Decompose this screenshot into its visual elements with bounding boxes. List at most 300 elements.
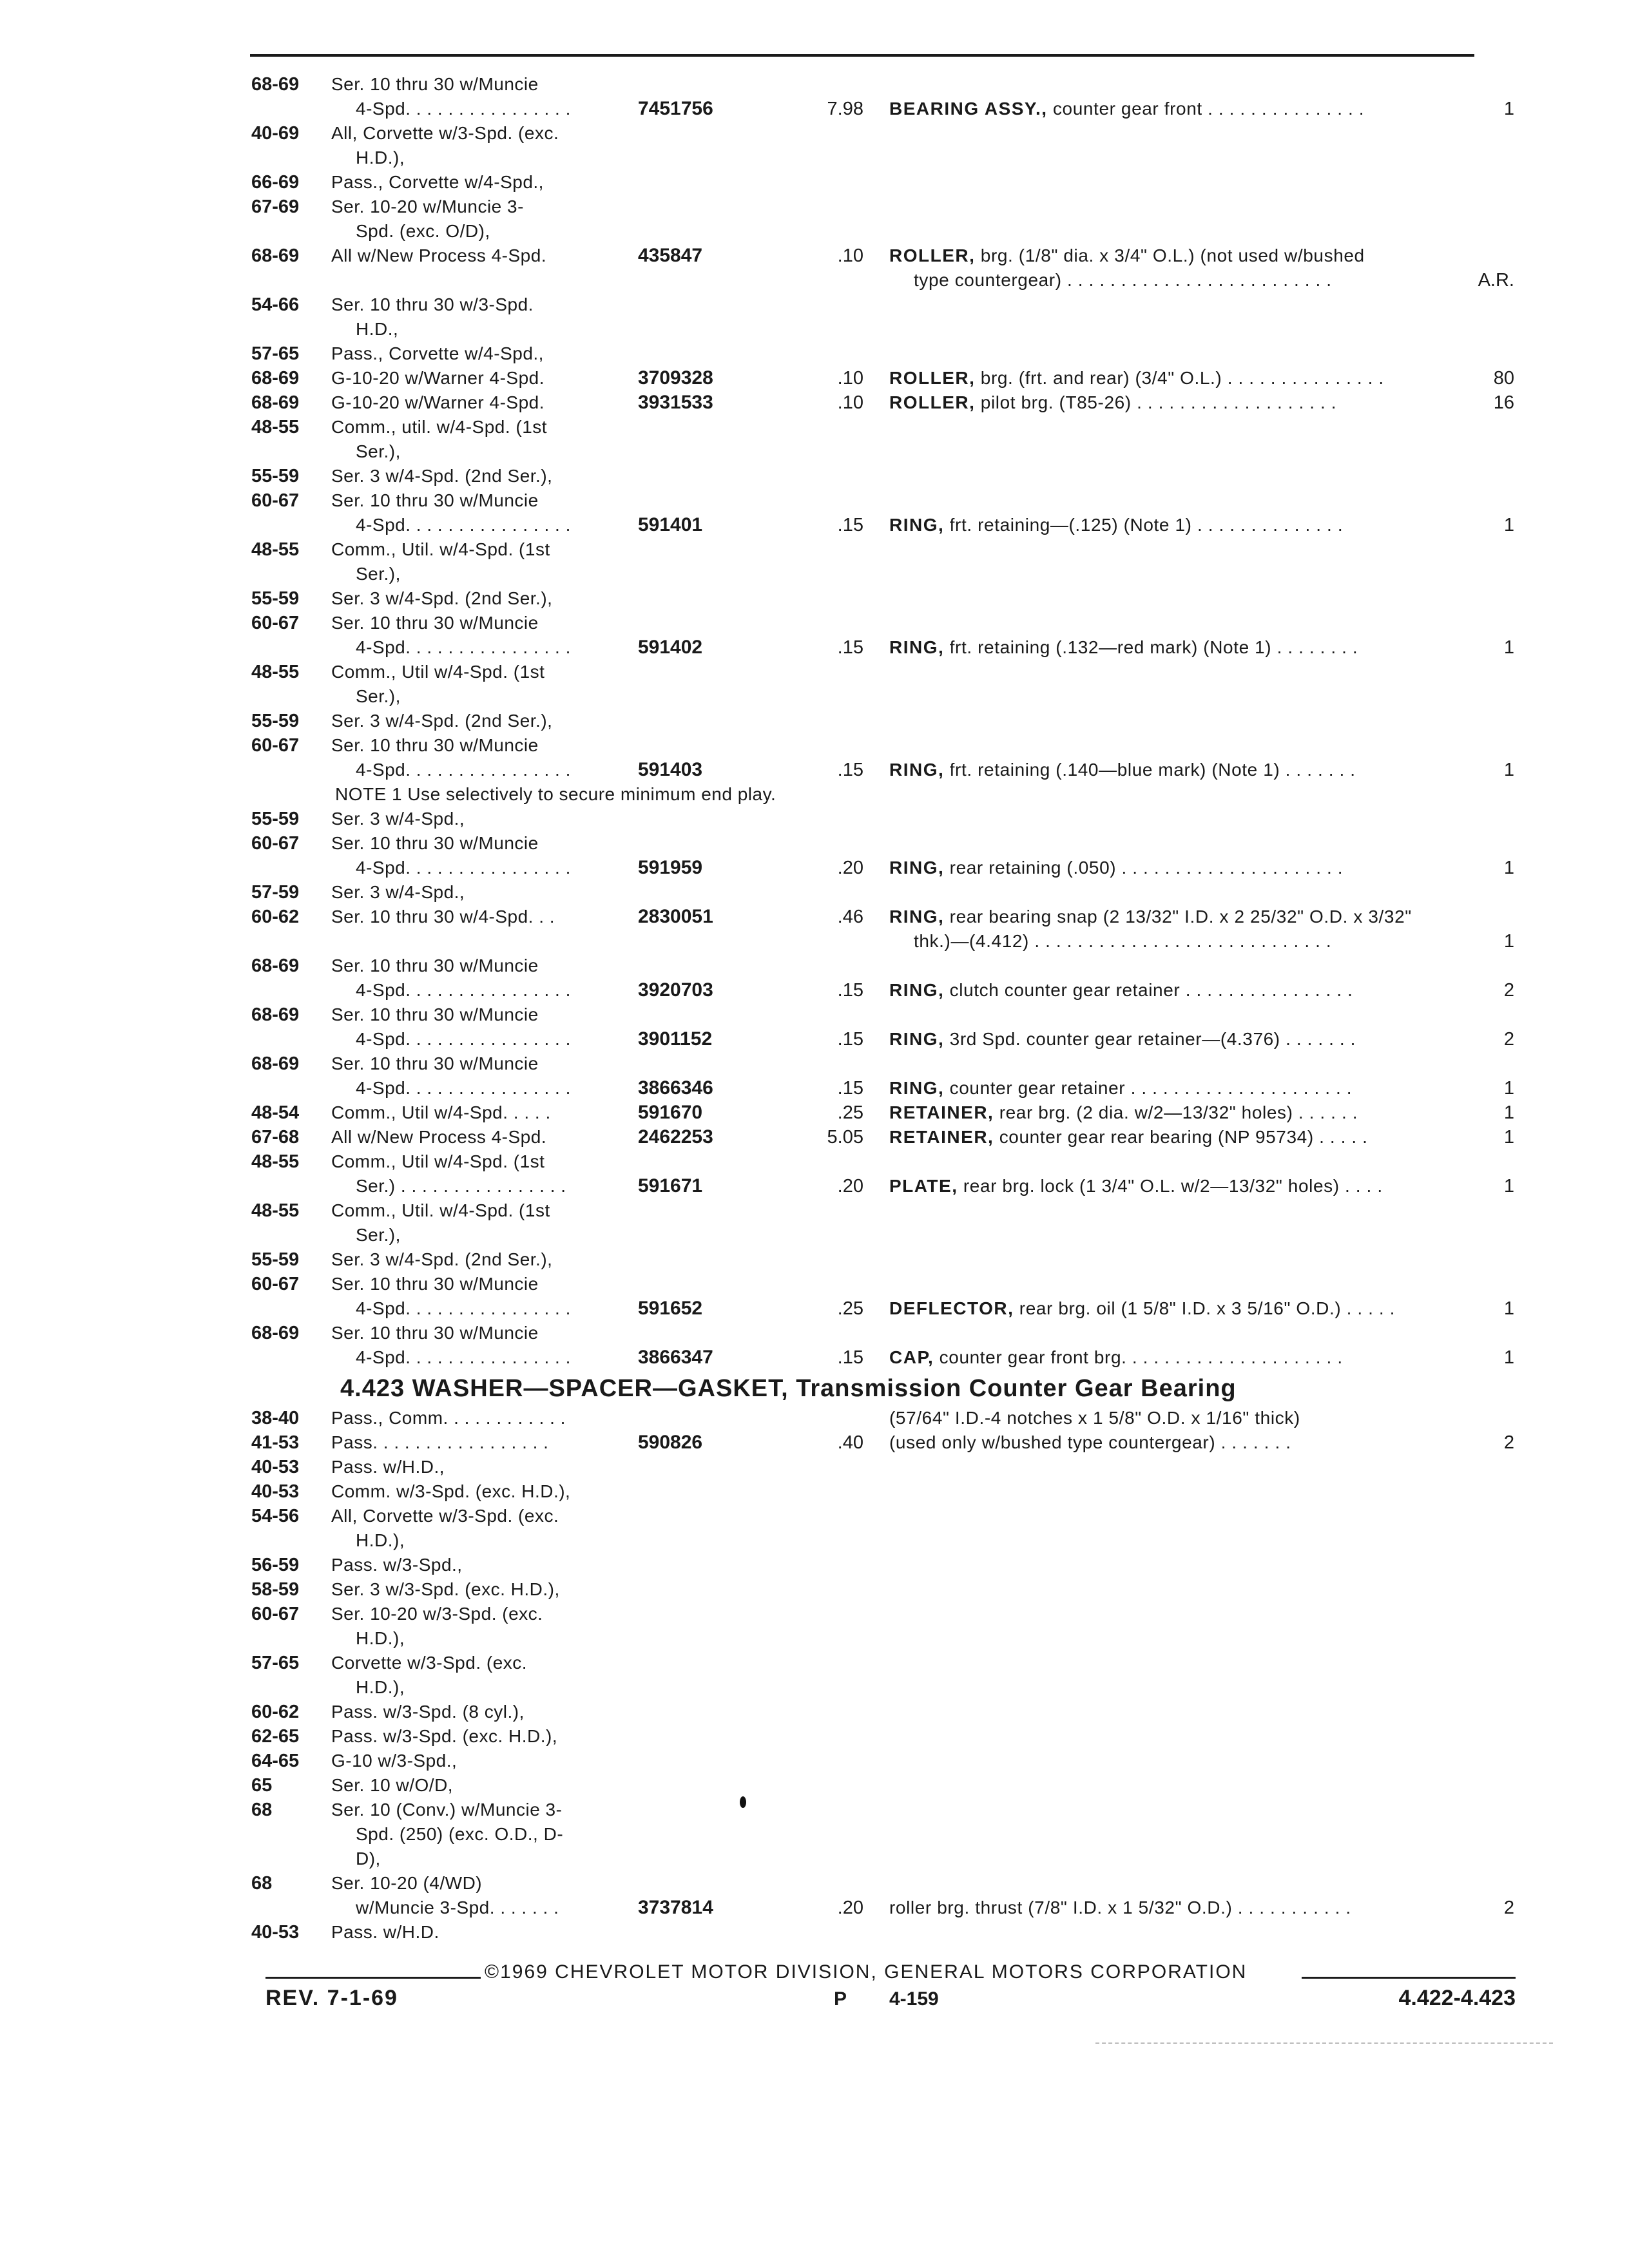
part-row [0, 1920, 1629, 1945]
description-text: type countergear) . . . . . . . . . . . . . . . . . . . . . . . . . [914, 270, 1332, 290]
description-text: pilot brg. (T85-26) . . . . . . . . . . . . . . . . . . . [975, 392, 1337, 412]
part-name: RING, [889, 907, 945, 927]
part-row [0, 1749, 1629, 1773]
quantity: 1 [1503, 858, 1514, 878]
description [889, 758, 1482, 782]
description [889, 905, 1482, 929]
price: .10 [837, 245, 863, 266]
part-row [0, 807, 1629, 831]
model-years: 48-55 [251, 539, 300, 560]
part-row [0, 1626, 1629, 1651]
part-row [0, 121, 1629, 146]
model-years: 41-53 [251, 1432, 300, 1453]
price: .20 [837, 1176, 863, 1196]
price: .25 [837, 1102, 863, 1123]
price: 7.98 [827, 99, 863, 119]
part-name: RING, [889, 858, 945, 878]
quantity: 2 [1503, 1898, 1514, 1918]
description [889, 635, 1482, 660]
part-number: 3866347 [638, 1347, 713, 1368]
application: Spd. (exc. O/D), [356, 221, 490, 241]
model-years: 68 [251, 1800, 273, 1820]
part-row [0, 733, 1629, 758]
part-name: PLATE, [889, 1176, 958, 1196]
application: Ser. 10 thru 30 w/Muncie [331, 74, 539, 94]
part-row [0, 1700, 1629, 1724]
quantity: A.R. [1478, 270, 1514, 291]
model-years: 54-66 [251, 294, 300, 315]
application: Ser. 10 thru 30 w/Muncie [331, 1274, 539, 1294]
quantity: 1 [1503, 1347, 1514, 1368]
part-name: RING, [889, 980, 945, 1000]
part-row [0, 1198, 1629, 1223]
application: Pass. w/3-Spd. (8 cyl.), [331, 1702, 525, 1722]
part-row [0, 1125, 1629, 1149]
model-years: 68-69 [251, 1004, 300, 1025]
model-years: 64-65 [251, 1751, 300, 1771]
part-row [0, 586, 1629, 611]
application: All w/New Process 4-Spd. [331, 245, 547, 265]
part-number: 591959 [638, 857, 703, 878]
model-years: 68-69 [251, 956, 300, 976]
application: Comm., Util. w/4-Spd. (1st [331, 539, 550, 559]
footnote: NOTE 1 Use selectively to secure minimum end play. [335, 784, 776, 804]
part-row [0, 1675, 1629, 1700]
application: H.D.), [356, 1530, 405, 1550]
price: .15 [837, 1029, 863, 1050]
part-row [0, 170, 1629, 195]
scan-artifact [1095, 2042, 1553, 2044]
description [889, 244, 1482, 268]
price: .15 [837, 1347, 863, 1368]
application: Ser. 10 (Conv.) w/Muncie 3- [331, 1800, 563, 1820]
description-text: rear bearing snap (2 13/32" I.D. x 2 25/32" O.D. x 3/32" [944, 907, 1412, 927]
model-years: 48-55 [251, 1151, 300, 1172]
description-text: rear retaining (.050) . . . . . . . . . . . . . . . . . . . . . [944, 858, 1344, 878]
part-row [0, 146, 1629, 170]
model-years: 68-69 [251, 368, 300, 389]
application: Pass. w/3-Spd., [331, 1555, 463, 1575]
part-row [0, 1247, 1629, 1272]
part-row [0, 1272, 1629, 1296]
description [889, 1174, 1482, 1198]
revision-date: REV. 7-1-69 [265, 1986, 398, 2010]
application: Pass. w/H.D. [331, 1922, 439, 1942]
application: Comm. w/3-Spd. (exc. H.D.), [331, 1481, 571, 1501]
part-row [0, 1577, 1629, 1602]
application: All, Corvette w/3-Spd. (exc. [331, 1506, 559, 1526]
application: Ser. 3 w/4-Spd. (2nd Ser.), [331, 588, 553, 608]
part-number: 591671 [638, 1175, 703, 1196]
model-years: 55-59 [251, 466, 300, 486]
part-row [0, 1896, 1629, 1920]
part-name: ROLLER, [889, 245, 976, 265]
price: .25 [837, 1298, 863, 1319]
price: .20 [837, 1898, 863, 1918]
part-row [0, 219, 1629, 244]
part-row [0, 635, 1629, 660]
model-years: 68-69 [251, 245, 300, 266]
quantity: 1 [1503, 1102, 1514, 1123]
part-row [0, 268, 1629, 293]
section-range: 4.422-4.423 [1398, 1986, 1516, 2010]
model-years: 68 [251, 1873, 273, 1894]
description-text: frt. retaining (.132—red mark) (Note 1) . . . . . . . . [944, 637, 1358, 657]
description [889, 390, 1482, 415]
footer-rule-right [1302, 1977, 1516, 1979]
application: Ser. 10 thru 30 w/Muncie [331, 1323, 539, 1343]
application: 4-Spd. . . . . . . . . . . . . . . . [356, 637, 571, 657]
part-name: RING, [889, 1029, 945, 1049]
part-number: 3866346 [638, 1077, 713, 1099]
top-rule [250, 54, 1474, 57]
model-years: 60-67 [251, 735, 300, 756]
section-title: 4.423 WASHER—SPACER—GASKET, Transmission Counter Gear Bearing [340, 1375, 1237, 1402]
part-row [0, 293, 1629, 317]
application: Ser.), [356, 1225, 401, 1245]
model-years: 68-69 [251, 392, 300, 413]
model-years: 55-59 [251, 1249, 300, 1270]
part-name: RING, [889, 760, 945, 780]
model-years: 40-69 [251, 123, 300, 144]
part-row [0, 1651, 1629, 1675]
part-number: 2830051 [638, 906, 713, 927]
model-years: 60-67 [251, 490, 300, 511]
description [889, 1125, 1482, 1149]
part-name: RETAINER, [889, 1102, 994, 1122]
quantity: 1 [1503, 1078, 1514, 1099]
part-number: 591402 [638, 637, 703, 658]
part-row [0, 929, 1629, 954]
model-years: 58-59 [251, 1579, 300, 1600]
part-row [0, 1003, 1629, 1027]
description-text: roller brg. thrust (7/8" I.D. x 1 5/32" O.D.) . . . . . . . . . . . [889, 1898, 1351, 1917]
application: 4-Spd. . . . . . . . . . . . . . . . [356, 1078, 571, 1098]
part-row [0, 1027, 1629, 1052]
application: Ser. 10-20 w/Muncie 3- [331, 197, 524, 216]
application: Ser. 10-20 w/3-Spd. (exc. [331, 1604, 543, 1624]
application: Ser. 10 thru 30 w/Muncie [331, 490, 539, 510]
model-years: 68-69 [251, 1323, 300, 1343]
application: Pass. . . . . . . . . . . . . . . . . [331, 1432, 549, 1452]
application: Comm., Util w/4-Spd. . . . . [331, 1102, 551, 1122]
part-row [0, 684, 1629, 709]
part-row [0, 366, 1629, 390]
part-name: ROLLER, [889, 392, 976, 412]
application: Ser. 10 thru 30 w/Muncie [331, 1004, 539, 1024]
part-row [0, 464, 1629, 488]
model-years: 55-59 [251, 809, 300, 829]
application: All w/New Process 4-Spd. [331, 1127, 547, 1147]
model-years: 68-69 [251, 1053, 300, 1074]
part-row [0, 782, 1629, 807]
description [914, 929, 1507, 954]
part-row [0, 1871, 1629, 1896]
quantity: 1 [1503, 1176, 1514, 1196]
part-row [0, 562, 1629, 586]
description-text: rear brg. oil (1 5/8" I.D. x 3 5/16" O.D.) . . . . . [1014, 1298, 1396, 1318]
part-row [0, 1504, 1629, 1528]
part-number: 435847 [638, 245, 703, 266]
ink-speck [740, 1796, 746, 1808]
description-text: thk.)—(4.412) . . . . . . . . . . . . . . . . . . . . . . . . . . . . [914, 931, 1332, 951]
model-years: 60-67 [251, 833, 300, 854]
quantity: 1 [1503, 931, 1514, 952]
copyright-line [265, 1960, 1516, 1986]
application: 4-Spd. . . . . . . . . . . . . . . . [356, 980, 571, 1000]
part-number: 590826 [638, 1432, 703, 1453]
part-number: 3709328 [638, 367, 713, 389]
application: H.D.), [356, 148, 405, 168]
part-row [0, 709, 1629, 733]
application: Pass. w/3-Spd. (exc. H.D.), [331, 1726, 558, 1746]
description [889, 97, 1482, 121]
description [889, 1296, 1482, 1321]
application: Ser. 3 w/4-Spd. (2nd Ser.), [331, 711, 553, 731]
description-text: (used only w/bushed type countergear) . . . . . . . [889, 1432, 1291, 1452]
application: Ser.), [356, 686, 401, 706]
model-years: 54-56 [251, 1506, 300, 1526]
part-number: 3901152 [638, 1028, 713, 1050]
model-years: 67-69 [251, 197, 300, 217]
part-number: 591670 [638, 1102, 703, 1123]
description [889, 1896, 1482, 1920]
part-row [0, 1052, 1629, 1076]
application: G-10-20 w/Warner 4-Spd. [331, 392, 545, 412]
part-row [0, 1724, 1629, 1749]
description [889, 1406, 1482, 1430]
quantity: 2 [1503, 1029, 1514, 1050]
price: .15 [837, 637, 863, 658]
application: 4-Spd. . . . . . . . . . . . . . . . [356, 1347, 571, 1367]
model-years: 60-67 [251, 1274, 300, 1294]
footer-rule-left [265, 1977, 481, 1979]
description-text: 3rd Spd. counter gear retainer—(4.376) . . . . . . . [944, 1029, 1356, 1049]
application: Ser. 10-20 (4/WD) [331, 1873, 483, 1893]
model-years: 68-69 [251, 74, 300, 95]
description [889, 1100, 1482, 1125]
part-row [0, 1321, 1629, 1345]
part-row [0, 513, 1629, 537]
quantity: 1 [1503, 99, 1514, 119]
model-years: 57-65 [251, 343, 300, 364]
price: .15 [837, 515, 863, 535]
application: 4-Spd. . . . . . . . . . . . . . . . [356, 1029, 571, 1049]
model-years: 62-65 [251, 1726, 300, 1747]
quantity: 1 [1503, 637, 1514, 658]
description [889, 366, 1482, 390]
model-years: 57-65 [251, 1653, 300, 1673]
part-row [0, 1602, 1629, 1626]
description-text: (57/64" I.D.-4 notches x 1 5/8" O.D. x 1/16" thick) [889, 1408, 1300, 1428]
application: Corvette w/3-Spd. (exc. [331, 1653, 528, 1673]
model-years: 67-68 [251, 1127, 300, 1148]
part-row [0, 1076, 1629, 1100]
application: Pass., Comm. . . . . . . . . . . . [331, 1408, 566, 1428]
application: 4-Spd. . . . . . . . . . . . . . . . [356, 858, 571, 878]
parts-list [0, 72, 1629, 1945]
description-text: counter gear rear bearing (NP 95734) . . . . . [994, 1127, 1368, 1147]
part-name: RING, [889, 637, 945, 657]
part-row [0, 341, 1629, 366]
model-years: 38-40 [251, 1408, 300, 1428]
description-text: rear brg. (2 dia. w/2—13/32" holes) . . . . . . [994, 1102, 1358, 1122]
description [889, 856, 1482, 880]
description-text: rear brg. lock (1 3/4" O.L. w/2—13/32" holes) . . . . [958, 1176, 1383, 1196]
application: Ser.), [356, 564, 401, 584]
part-row [0, 1149, 1629, 1174]
page-number: 4-159 [889, 1988, 939, 2010]
model-years: 48-55 [251, 1200, 300, 1221]
application: Ser. 10 thru 30 w/Muncie [331, 833, 539, 853]
price: 5.05 [827, 1127, 863, 1148]
description [889, 513, 1482, 537]
price: .20 [837, 858, 863, 878]
part-row [0, 611, 1629, 635]
model-years: 48-54 [251, 1102, 300, 1123]
quantity: 16 [1493, 392, 1514, 413]
model-years: 60-62 [251, 907, 300, 927]
page-letter: P [834, 1988, 847, 2010]
part-number: 3931533 [638, 392, 713, 413]
part-name: RING, [889, 1078, 945, 1098]
part-number: 591403 [638, 759, 703, 780]
description [889, 1076, 1482, 1100]
application: 4-Spd. . . . . . . . . . . . . . . . [356, 515, 571, 535]
part-row [0, 1553, 1629, 1577]
application: Ser. 10 w/O/D, [331, 1775, 454, 1795]
part-row [0, 1174, 1629, 1198]
application: w/Muncie 3-Spd. . . . . . . [356, 1898, 559, 1917]
model-years: 40-53 [251, 1481, 300, 1502]
application: 4-Spd. . . . . . . . . . . . . . . . [356, 760, 571, 780]
quantity: 1 [1503, 1127, 1514, 1148]
description [889, 978, 1482, 1003]
model-years: 55-59 [251, 711, 300, 731]
part-row [0, 439, 1629, 464]
part-row [0, 880, 1629, 905]
description-text: counter gear front brg. . . . . . . . . . . . . . . . . . . . . [934, 1347, 1343, 1367]
part-row [0, 537, 1629, 562]
description-text: brg. (frt. and rear) (3/4" O.L.) . . . . . . . . . . . . . . . [975, 368, 1384, 388]
part-row [0, 488, 1629, 513]
part-row [0, 856, 1629, 880]
model-years: 55-59 [251, 588, 300, 609]
application: Comm., util. w/4-Spd. (1st [331, 417, 548, 437]
part-row [0, 390, 1629, 415]
description-text: frt. retaining (.140—blue mark) (Note 1) . . . . . . . [944, 760, 1356, 780]
model-years: 65 [251, 1775, 273, 1796]
part-row [0, 1223, 1629, 1247]
quantity: 1 [1503, 515, 1514, 535]
quantity: 1 [1503, 760, 1514, 780]
part-number: 3920703 [638, 979, 713, 1001]
model-years: 60-67 [251, 613, 300, 633]
application: Pass. w/H.D., [331, 1457, 445, 1477]
part-row [0, 831, 1629, 856]
part-row [0, 660, 1629, 684]
application: G-10-20 w/Warner 4-Spd. [331, 368, 545, 388]
part-name: RING, [889, 515, 945, 535]
model-years: 48-55 [251, 662, 300, 682]
description-text: clutch counter gear retainer . . . . . . . . . . . . . . . . [944, 980, 1353, 1000]
price: .46 [837, 907, 863, 927]
description [889, 1345, 1482, 1370]
part-name: CAP, [889, 1347, 934, 1367]
part-name: RETAINER, [889, 1127, 994, 1147]
model-years: 66-69 [251, 172, 300, 193]
quantity: 2 [1503, 980, 1514, 1001]
part-number: 3737814 [638, 1897, 713, 1918]
price: .15 [837, 980, 863, 1001]
application: Ser. 3 w/4-Spd. (2nd Ser.), [331, 1249, 553, 1269]
part-row [0, 415, 1629, 439]
application: Ser. 3 w/3-Spd. (exc. H.D.), [331, 1579, 560, 1599]
part-number: 2462253 [638, 1126, 713, 1148]
application: Pass., Corvette w/4-Spd., [331, 172, 544, 192]
part-row [0, 1847, 1629, 1871]
application: Ser. 10 thru 30 w/Muncie [331, 613, 539, 633]
description [889, 1027, 1482, 1052]
part-row [0, 1100, 1629, 1125]
part-row [0, 1345, 1629, 1370]
application: Ser. 3 w/4-Spd. (2nd Ser.), [331, 466, 553, 486]
part-row [0, 72, 1629, 97]
application: Ser. 3 w/4-Spd., [331, 809, 465, 829]
part-row [0, 1455, 1629, 1479]
application: H.D.), [356, 1628, 405, 1648]
part-row [0, 1479, 1629, 1504]
description [889, 1430, 1482, 1455]
application: G-10 w/3-Spd., [331, 1751, 458, 1771]
application: Ser. 10 thru 30 w/Muncie [331, 1053, 539, 1073]
copyright-text: ©1969 CHEVROLET MOTOR DIVISION, GENERAL MOTORS CORPORATION [485, 1961, 1248, 1983]
part-name: DEFLECTOR, [889, 1298, 1014, 1318]
price: .10 [837, 368, 863, 389]
section-heading [0, 1370, 1629, 1406]
application: H.D.), [356, 1677, 405, 1697]
part-row [0, 195, 1629, 219]
price: .10 [837, 392, 863, 413]
application: Ser. 10 thru 30 w/3-Spd. [331, 294, 534, 314]
part-number: 7451756 [638, 98, 713, 119]
application: Ser. 3 w/4-Spd., [331, 882, 465, 902]
part-row [0, 1528, 1629, 1553]
model-years: 57-59 [251, 882, 300, 903]
application: 4-Spd. . . . . . . . . . . . . . . . [356, 1298, 571, 1318]
page-footer [265, 1986, 1516, 2018]
part-row [0, 954, 1629, 978]
application: Ser.) . . . . . . . . . . . . . . . . [356, 1176, 566, 1196]
part-row [0, 97, 1629, 121]
application: 4-Spd. . . . . . . . . . . . . . . . [356, 99, 571, 119]
part-name: BEARING ASSY., [889, 99, 1048, 119]
part-number: 591652 [638, 1298, 703, 1319]
description-text: counter gear retainer . . . . . . . . . . . . . . . . . . . . . [944, 1078, 1353, 1098]
price: .15 [837, 1078, 863, 1099]
description-text: brg. (1/8" dia. x 3/4" O.L.) (not used w/bushed [975, 245, 1365, 265]
description-text: counter gear front . . . . . . . . . . . . . . . [1047, 99, 1365, 119]
part-row [0, 1773, 1629, 1798]
description-text: frt. retaining—(.125) (Note 1) . . . . . . . . . . . . . . [944, 515, 1344, 535]
quantity: 80 [1493, 368, 1514, 389]
part-row [0, 758, 1629, 782]
application: Ser. 10 thru 30 w/Muncie [331, 956, 539, 975]
application: Ser. 10 thru 30 w/4-Spd. . . [331, 907, 555, 927]
part-row [0, 978, 1629, 1003]
price: .15 [837, 760, 863, 780]
part-row [0, 317, 1629, 341]
